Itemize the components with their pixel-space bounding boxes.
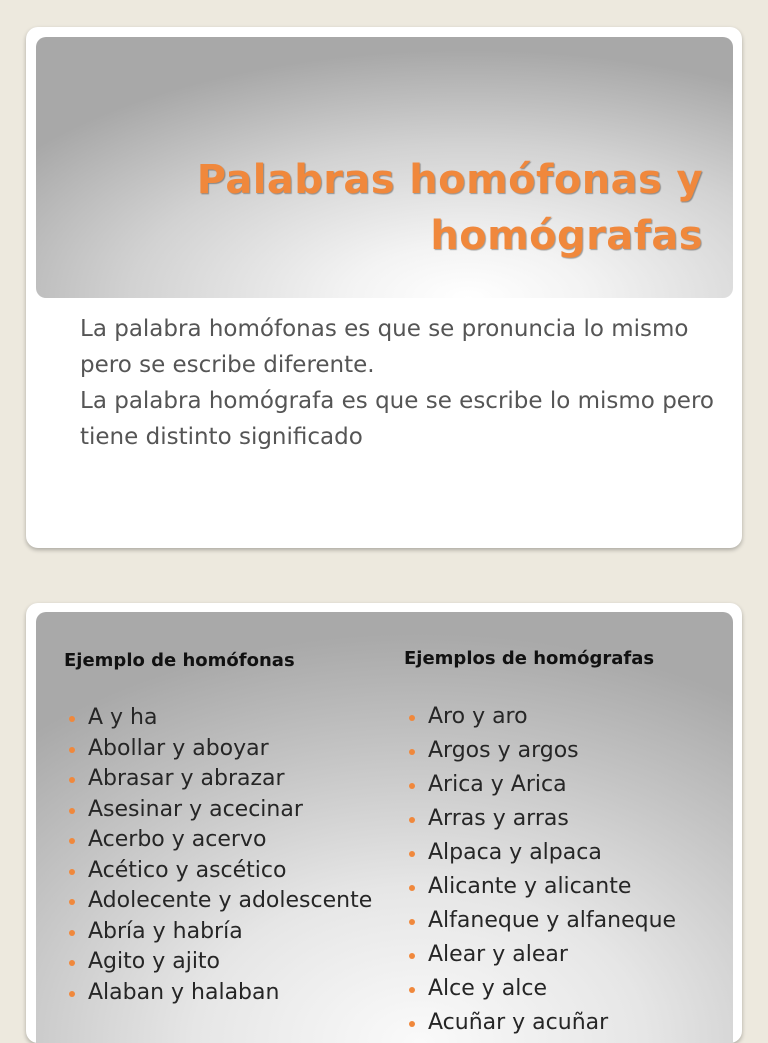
list-item — [64, 857, 384, 885]
bullet-dot-icon — [409, 885, 415, 891]
list-item-text: Abollar y aboyar — [88, 735, 269, 761]
list-item-text: Alpaca y alpaca — [428, 840, 602, 865]
list-item-text: Alear y alear — [428, 942, 568, 967]
bullet-dot-icon — [69, 777, 75, 783]
list-item — [404, 1009, 734, 1037]
bullet-dot-icon — [69, 716, 75, 722]
bullet-dot-icon — [69, 899, 75, 905]
list-item — [404, 873, 734, 901]
list-item — [64, 948, 384, 976]
bullet-dot-icon — [69, 991, 75, 997]
list-item-text: Arica y Arica — [428, 772, 567, 797]
bullet-dot-icon — [69, 838, 75, 844]
bullet-dot-icon — [409, 1021, 415, 1027]
list-item — [64, 887, 384, 915]
list-item — [64, 796, 384, 824]
list-item — [404, 805, 734, 833]
bullet-dot-icon — [409, 783, 415, 789]
list-item-text: Asesinar y acecinar — [88, 796, 303, 822]
list-item-text: Aro y aro — [428, 704, 528, 729]
list-item — [64, 735, 384, 763]
bullet-dot-icon — [409, 817, 415, 823]
list-item-text: Agito y ajito — [88, 949, 221, 974]
slide-body — [80, 311, 720, 455]
list-item-text: Alaban y halaban — [88, 979, 280, 1005]
bullet-dot-icon — [409, 953, 415, 959]
list-item — [64, 979, 384, 1007]
title-band — [36, 37, 733, 298]
list-item-text: Abrasar y abrazar — [88, 766, 285, 791]
slide-1 — [26, 27, 742, 548]
definition-homografas: La palabra homógrafa es que se escribe lo mismo pero tiene distinto significado — [80, 388, 714, 450]
homofonas-list — [64, 704, 384, 1007]
content-band — [36, 612, 733, 1043]
bullet-dot-icon — [409, 715, 415, 721]
bullet-dot-icon — [69, 808, 75, 814]
list-item-text: A y ha — [88, 705, 158, 730]
slide-2 — [26, 603, 742, 1043]
list-item — [404, 771, 734, 799]
list-item-text: Acético y ascético — [88, 857, 287, 883]
list-item-text: Adolecente y adolescente — [88, 888, 373, 913]
homofonas-column — [64, 648, 384, 1009]
bullet-dot-icon — [69, 869, 75, 875]
list-item-text: Arras y arras — [428, 806, 569, 831]
bullet-dot-icon — [409, 919, 415, 925]
list-item — [404, 975, 734, 1003]
bullet-dot-icon — [69, 930, 75, 936]
list-item-text: Argos y argos — [428, 738, 579, 763]
list-item — [64, 704, 384, 732]
list-item-text: Acuñar y acuñar — [428, 1010, 609, 1035]
bullet-dot-icon — [409, 987, 415, 993]
homofonas-heading: Ejemplo de homófonas — [64, 650, 295, 671]
list-item — [64, 765, 384, 793]
definition-homofonas: La palabra homófonas es que se pronuncia lo mismo pero se escribe diferente. — [80, 316, 689, 378]
slide-title: Palabras homófonas y homógrafas — [196, 157, 703, 259]
bullet-dot-icon — [69, 960, 75, 966]
homografas-heading: Ejemplos de homógrafas — [404, 648, 655, 669]
list-item — [404, 941, 734, 969]
list-item-text: Alce y alce — [428, 976, 548, 1001]
bullet-dot-icon — [409, 749, 415, 755]
list-item — [404, 907, 734, 935]
list-item — [64, 918, 384, 946]
bullet-dot-icon — [69, 747, 75, 753]
list-item-text: Alfaneque y alfaneque — [428, 908, 677, 933]
list-item — [64, 826, 384, 854]
list-item-text: Abría y habría — [88, 918, 243, 944]
homografas-column — [404, 646, 734, 1043]
list-item-text: Alicante y alicante — [428, 874, 632, 899]
list-item — [404, 839, 734, 867]
list-item — [404, 703, 734, 731]
list-item — [404, 737, 734, 765]
list-item-text: Acerbo y acervo — [88, 827, 267, 852]
bullet-dot-icon — [409, 851, 415, 857]
homografas-list — [404, 703, 734, 1037]
